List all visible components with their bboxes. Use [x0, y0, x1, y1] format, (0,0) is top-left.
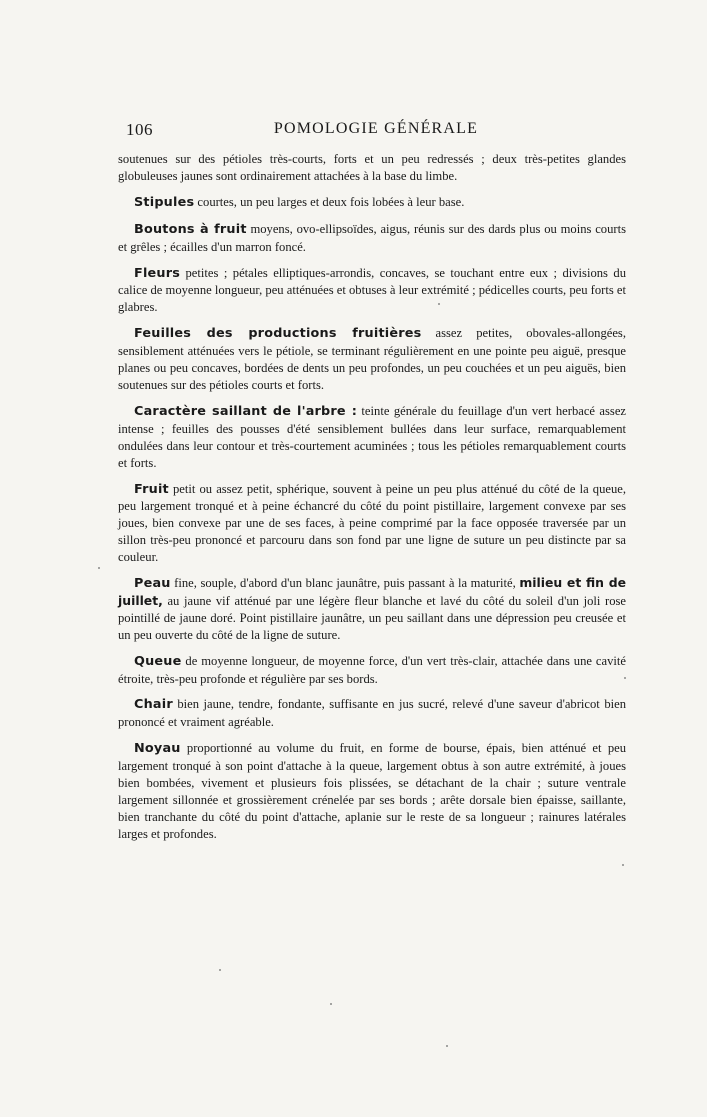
- page-number: 106: [126, 120, 153, 139]
- paragraph-chair: [118, 696, 626, 731]
- ripening-period: milieu et fin de juillet,: [118, 575, 626, 608]
- paragraph-text: au jaune vif atténué par une légère fleur blanche et lavé du côté du soleil d'un joli rose pointillé de jaune doré. Point pistillaire jaunâtre, un peu saillant dans une dépression peu creusée et un peu ouverte du côté de la ligne de suture.: [118, 593, 626, 642]
- heading-fruit: Fruit: [134, 481, 169, 497]
- heading-noyau: Noyau: [134, 741, 181, 757]
- paragraph-text: fine, souple, d'abord d'un blanc jaunâtre, puis passant à la maturité,: [170, 576, 520, 591]
- paragraph-boutons: [118, 221, 626, 256]
- scan-speck: [622, 864, 624, 866]
- paragraph-text: proportionné au volume du fruit, en forme de bourse, épais, bien atténué et peu largement tronqué à son point d'attache à la queue, largement obtus à son autre extrémité, à joues bien bombées, vivement et plusieurs fois plissées, se détachant de la chair ; suture ventrale largement sillonnée et grossièrement crénelée par ses bords ; arête dorsale bien épaisse, saillante, bien tranchante du côté du point d'attache, aplanie sur le reste de sa longueur ; rainures latérales larges et profondes.: [118, 741, 626, 841]
- paragraph-fleurs: [118, 265, 626, 317]
- heading-chair: Chair: [134, 697, 173, 713]
- paragraph-queue: [118, 653, 626, 688]
- paragraph-text: moyens, ovo-ellipsoïdes, aigus, réunis sur des dards plus ou moins courts et grêles ; écailles d'un marron foncé.: [118, 221, 626, 254]
- heading-stipules: Stipules: [134, 194, 195, 210]
- heading-queue: Queue: [134, 653, 182, 669]
- paragraph-text: soutenues sur des pétioles très-courts, forts et un peu redressés ; deux très-petites glandes globuleuses jaunes sont ordinairement attachées à la base du limbe.: [118, 152, 626, 183]
- paragraph-text: bien jaune, tendre, fondante, suffisante en jus sucré, relevé d'une saveur d'abricot bien prononcé et vraiment agréable.: [118, 697, 626, 730]
- scan-speck: [446, 1045, 448, 1047]
- page-header: [126, 120, 626, 142]
- heading-boutons: Boutons à fruit: [134, 221, 247, 237]
- paragraph-text: assez petites, obovales-allongées, sensiblement atténuées vers le pétiole, se terminant régulièrement en une pointe peu aiguë, presque planes ou peu concaves, bordées de dents un peu profondes, un peu couchées et un peu aiguës, bien soutenues sur des pétioles courts et forts.: [118, 326, 626, 392]
- scan-speck: [330, 1003, 332, 1005]
- heading-feuilles: Feuilles des productions fruitières: [134, 326, 422, 342]
- paragraph-text: petites ; pétales elliptiques-arrondis, concaves, se touchant entre eux ; divisions du calice de moyenne longueur, peu atténuées et obtuses à leur extrémité ; pédicelles courts, peu forts et glabres.: [118, 265, 626, 315]
- paragraph-text: petit ou assez petit, sphérique, souvent à peine un peu plus atténué du côté de la queue, peu largement tronqué et à peine échancré du côté du point pistillaire, largement convexe par ses joues, bien convexe par une de ses faces, à peine comprimé par la face opposée traversée par un sillon très-peu prononcé et parcouru dans son fond par une ligne de suture un peu distincte par sa couleur.: [118, 481, 626, 565]
- heading-fleurs: Fleurs: [134, 265, 181, 281]
- scan-speck: [219, 969, 221, 971]
- paragraph-feuilles: [118, 325, 626, 394]
- paragraph-continuation: [118, 151, 626, 185]
- heading-caractere: Caractère saillant de l'arbre :: [134, 403, 358, 419]
- scan-speck: [98, 567, 100, 569]
- paragraph-fruit: [118, 481, 626, 567]
- paragraph-text: courtes, un peu larges et deux fois lobées à leur base.: [194, 194, 465, 209]
- paragraph-peau: [118, 575, 626, 644]
- heading-peau: Peau: [134, 576, 171, 592]
- scan-speck: [624, 677, 626, 679]
- page-body: [118, 151, 626, 852]
- running-title: POMOLOGIE GÉNÉRALE: [273, 120, 479, 137]
- paragraph-text: de moyenne longueur, de moyenne force, d'un vert très-clair, attachée dans une cavité étroite, très-peu profonde et régulière par ses bords.: [118, 653, 626, 686]
- paragraph-caractere: [118, 403, 626, 472]
- paragraph-noyau: [118, 740, 626, 842]
- scan-speck: [438, 303, 440, 305]
- paragraph-stipules: [118, 194, 626, 212]
- paragraph-text: teinte générale du feuillage d'un vert herbacé assez intense ; feuilles des pousses d'été sensiblement bullées dans leur surface, remarquablement ondulées dans leur contour et très-courtement acuminées ; tous les pétioles remarquablement courts et forts.: [118, 403, 626, 470]
